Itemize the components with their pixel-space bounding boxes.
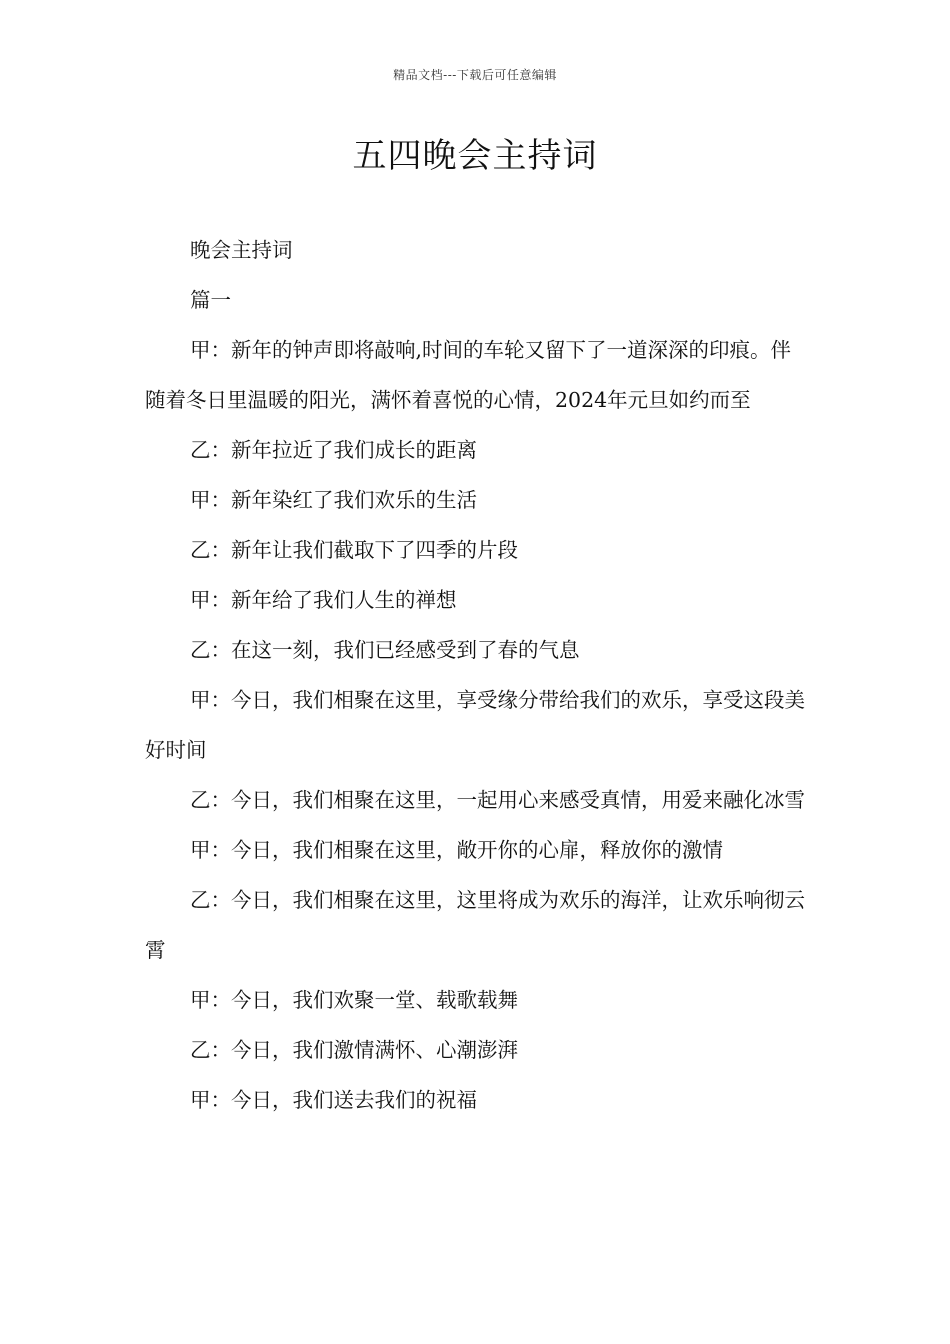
paragraph: 乙：在这一刻，我们已经感受到了春的气息 xyxy=(190,638,580,662)
paragraph: 晚会主持词 xyxy=(190,238,293,262)
paragraph: 甲：今日，我们相聚在这里，享受缘分带给我们的欢乐，享受这段美好时间 xyxy=(145,688,805,762)
paragraph: 甲：新年的钟声即将敲响,时间的车轮又留下了一道深深的印痕。伴随着冬日里温暖的阳光，满怀着喜悦的心情，2024年元旦如约而至 xyxy=(145,338,792,412)
paragraph: 甲：今日，我们相聚在这里，敞开你的心扉，释放你的激情 xyxy=(190,838,723,862)
paragraph: 乙：今日，我们激情满怀、心潮澎湃 xyxy=(190,1038,518,1062)
paragraph: 乙：今日，我们相聚在这里，一起用心来感受真情，用爱来融化冰雪 xyxy=(190,788,805,812)
paragraph: 乙：今日，我们相聚在这里，这里将成为欢乐的海洋，让欢乐响彻云霄 xyxy=(145,888,805,962)
paragraph: 甲：新年给了我们人生的禅想 xyxy=(190,588,457,612)
document-body xyxy=(145,225,810,1125)
document-title: 五四晚会主持词 xyxy=(352,136,598,176)
paragraph: 甲：新年染红了我们欢乐的生活 xyxy=(190,488,477,512)
paragraph: 篇一 xyxy=(190,288,231,312)
paragraph: 乙：新年让我们截取下了四季的片段 xyxy=(190,538,518,562)
paragraph: 乙：新年拉近了我们成长的距离 xyxy=(190,438,477,462)
header-note: 精品文档---下载后可任意编辑 xyxy=(393,68,557,82)
paragraph: 甲：今日，我们欢聚一堂、载歌载舞 xyxy=(190,988,518,1012)
paragraph: 甲：今日，我们送去我们的祝福 xyxy=(190,1088,477,1112)
